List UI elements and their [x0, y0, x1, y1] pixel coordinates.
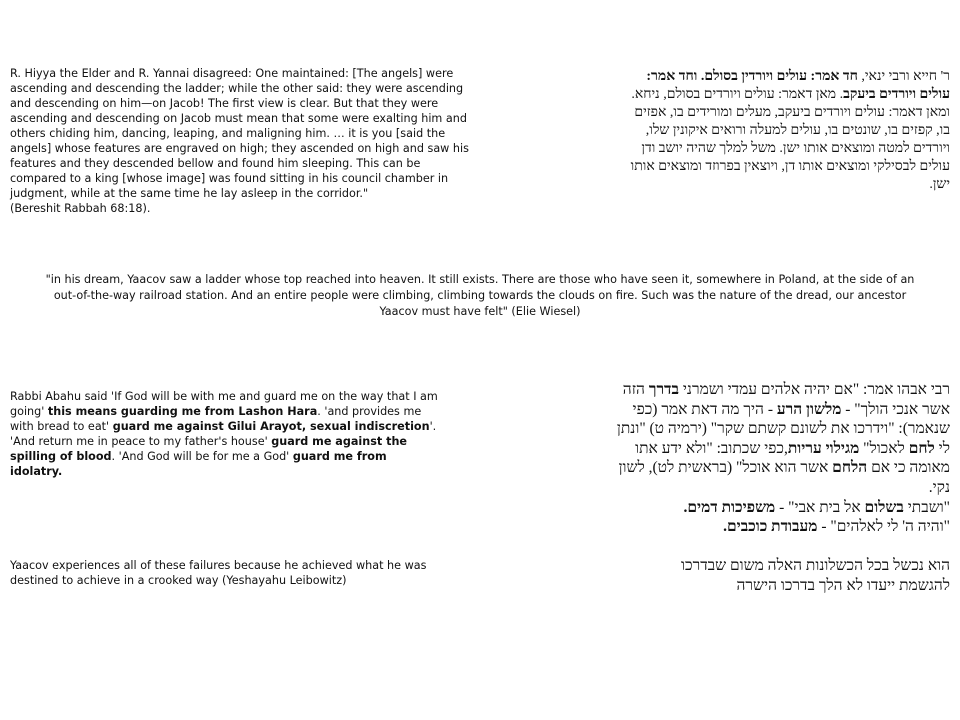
text-run: and descending on him—on Jacob! The first view is clear. But that they were [10, 97, 439, 110]
bold-text-run: חד אמר: עולים ויורדין בסולם. וחד אמר: [646, 69, 858, 84]
text-run: ישן. [929, 177, 950, 192]
text-run: לי [934, 439, 950, 457]
text-line [10, 111, 490, 126]
bold-text-run: מעבודת כוכבים. [723, 518, 818, 536]
text-line [10, 201, 490, 216]
bold-text-run: הלחם [832, 459, 868, 477]
quote-line: "in his dream, Yaacov saw a ladder whose top reached into heaven. It still exists. There are those who have seen it, somewhere in Poland, at the side of an [45, 273, 915, 286]
bold-text-run: מלשון הרע [776, 400, 842, 418]
text-run: לאכול" [859, 439, 909, 457]
text-line [10, 156, 490, 171]
text-run: others chiding him, dancing, leaping, and maligning him. … it is you [said the [10, 127, 446, 140]
text-run: מאומה כי אם [867, 459, 950, 477]
text-run: . מאן דאמר: עולים ויורדים בסולם, ניחא. [631, 87, 844, 102]
text-line [538, 380, 950, 400]
text-line [538, 517, 950, 537]
text-run: אשר הוא אוכל" (בראשית לט), לשון [618, 459, 833, 477]
text-run: "והיה ה' לי לאלהים" - [817, 518, 950, 536]
text-run: Rabbi Abahu said 'If God will be with me and guard me on the way that I am [10, 390, 438, 403]
text-line [10, 389, 480, 404]
bold-text-run: this means guarding me from Lashon Hara [47, 405, 318, 418]
text-line [538, 68, 950, 86]
bold-text-run: עולים ויורדים ביעקב [843, 87, 950, 102]
text-run: נקי. [928, 478, 950, 496]
leibowitz-hebrew-text [538, 556, 950, 595]
bold-text-run: guard me against Gilui Arayot, sexual indiscretion [112, 420, 430, 433]
bold-text-run: בדרך [648, 381, 679, 398]
text-run: ר' חייא ורבי ינאי, [857, 69, 950, 84]
text-line [538, 104, 950, 122]
text-line [10, 96, 490, 111]
text-line [10, 141, 490, 156]
text-run: ,כפי שכתוב: "ולא ידע אתו [635, 439, 788, 457]
text-line [10, 186, 490, 201]
text-line [10, 558, 490, 573]
text-run: ascending and descending the ladder; while the other said: they were ascending [10, 82, 464, 95]
text-line [10, 66, 490, 81]
text-run: destined to achieve in a crooked way (Yeshayahu Leibowitz) [10, 574, 347, 587]
text-run: הוא נכשל בכל הכשלונות האלה משום שבדרכו [681, 557, 950, 574]
rabbi-abahu-hebrew-text [538, 380, 950, 537]
text-line [10, 171, 490, 186]
text-line [538, 158, 950, 176]
text-run: רבי אבהו אמר: "אם יהיה אלהים עמדי ושמרני [678, 381, 950, 398]
text-run: going' [10, 405, 48, 418]
text-line [10, 404, 480, 419]
text-run: בו, קפזים בו, שונטים בו, עולים למעלה ורואים איקונין שלו, [645, 123, 950, 138]
text-line [10, 434, 480, 449]
text-run: עולים לבסילקי ומוצאים אותו דן, ויוצאין בפרוזד ומוצאים אותו [630, 159, 950, 174]
text-run: "ושבתי [903, 498, 950, 516]
text-run: ascending and descending on Jacob must mean that some were exalting him and [10, 112, 467, 125]
bold-text-run: guard me against the [271, 435, 408, 448]
text-run: שנאמר): "וידרכו את לשונם קשתם שקר" (ירמיה ט) "ונתן [616, 420, 950, 438]
text-run: with bread to eat' [10, 420, 113, 433]
text-line [538, 176, 950, 194]
text-line [538, 86, 950, 104]
text-run: - היך מה דאת אמר (כפי [632, 400, 777, 418]
text-run: . 'And God will be for me a God' [111, 450, 293, 463]
bold-text-run: idolatry. [10, 465, 63, 478]
bold-text-run: משפיכות דמים. [683, 498, 776, 516]
text-line [10, 126, 490, 141]
quote-line: Yaacov must have felt" (Elie Wiesel) [379, 305, 581, 318]
text-line [538, 140, 950, 158]
text-run: features and they descended bellow and found him sleeping. This can be [10, 157, 421, 170]
text-run: R. Hiyya the Elder and R. Yannai disagreed: One maintained: [The angels] were [10, 67, 454, 80]
bold-text-run: spilling of blood [10, 450, 112, 463]
text-line [538, 576, 950, 596]
text-run: judgment, while at the same time he lay asleep in the corridor." [10, 187, 369, 200]
text-line [538, 498, 950, 518]
text-run: אשר אנכי הולך" - [841, 400, 950, 418]
bold-text-run: בשלום [864, 498, 904, 516]
bold-text-run: מגילוי עריות [787, 439, 860, 457]
midrash-hebrew-text [538, 68, 950, 194]
text-run: אל בית אבי" - [775, 498, 865, 516]
text-line [538, 478, 950, 498]
text-run: Yaacov experiences all of these failures because he achieved what he was [10, 559, 427, 572]
text-line [538, 439, 950, 459]
text-run: compared to a king [whose image] was found sitting in his council chamber in [10, 172, 449, 185]
text-run: ויורדים למטה ומוצאים אותו ישן. משל למלך שהיה יושב ודן [641, 141, 950, 156]
text-line [538, 400, 950, 420]
text-line [538, 419, 950, 439]
text-run: להגשמת ייעדו לא הלך בדרכו הישרה [736, 576, 950, 594]
quote-line: out-of-the-way railroad station. And an entire people were climbing, climbing towards the clouds on fire. Such was the nature of the dread, our ancestor [53, 289, 907, 302]
text-run: . 'and provides me [317, 405, 422, 418]
text-line [538, 556, 950, 576]
text-line [10, 449, 480, 464]
elie-wiesel-quote [10, 272, 950, 320]
text-line [10, 419, 480, 434]
text-run: '. [429, 420, 437, 433]
text-run: ומאן דאמר: עולים ויורדים ביעקב, מעלים ומורידים בו, אפזים [634, 105, 950, 120]
text-run: הזה [622, 381, 649, 398]
midrash-english-text [10, 66, 490, 216]
text-run: (Bereshit Rabbah 68:18). [10, 202, 151, 215]
leibowitz-english-text [10, 558, 490, 588]
text-run: 'And return me in peace to my father's house' [10, 435, 272, 448]
text-line [10, 81, 490, 96]
text-run: angels] whose features are engraved on high; they ascended on high and saw his [10, 142, 469, 155]
bold-text-run: לחם [908, 439, 935, 457]
text-line [10, 464, 480, 479]
rabbi-abahu-english-text [10, 389, 480, 479]
text-line [538, 122, 950, 140]
bold-text-run: guard me from [292, 450, 387, 463]
text-line [538, 458, 950, 478]
text-line [10, 573, 490, 588]
